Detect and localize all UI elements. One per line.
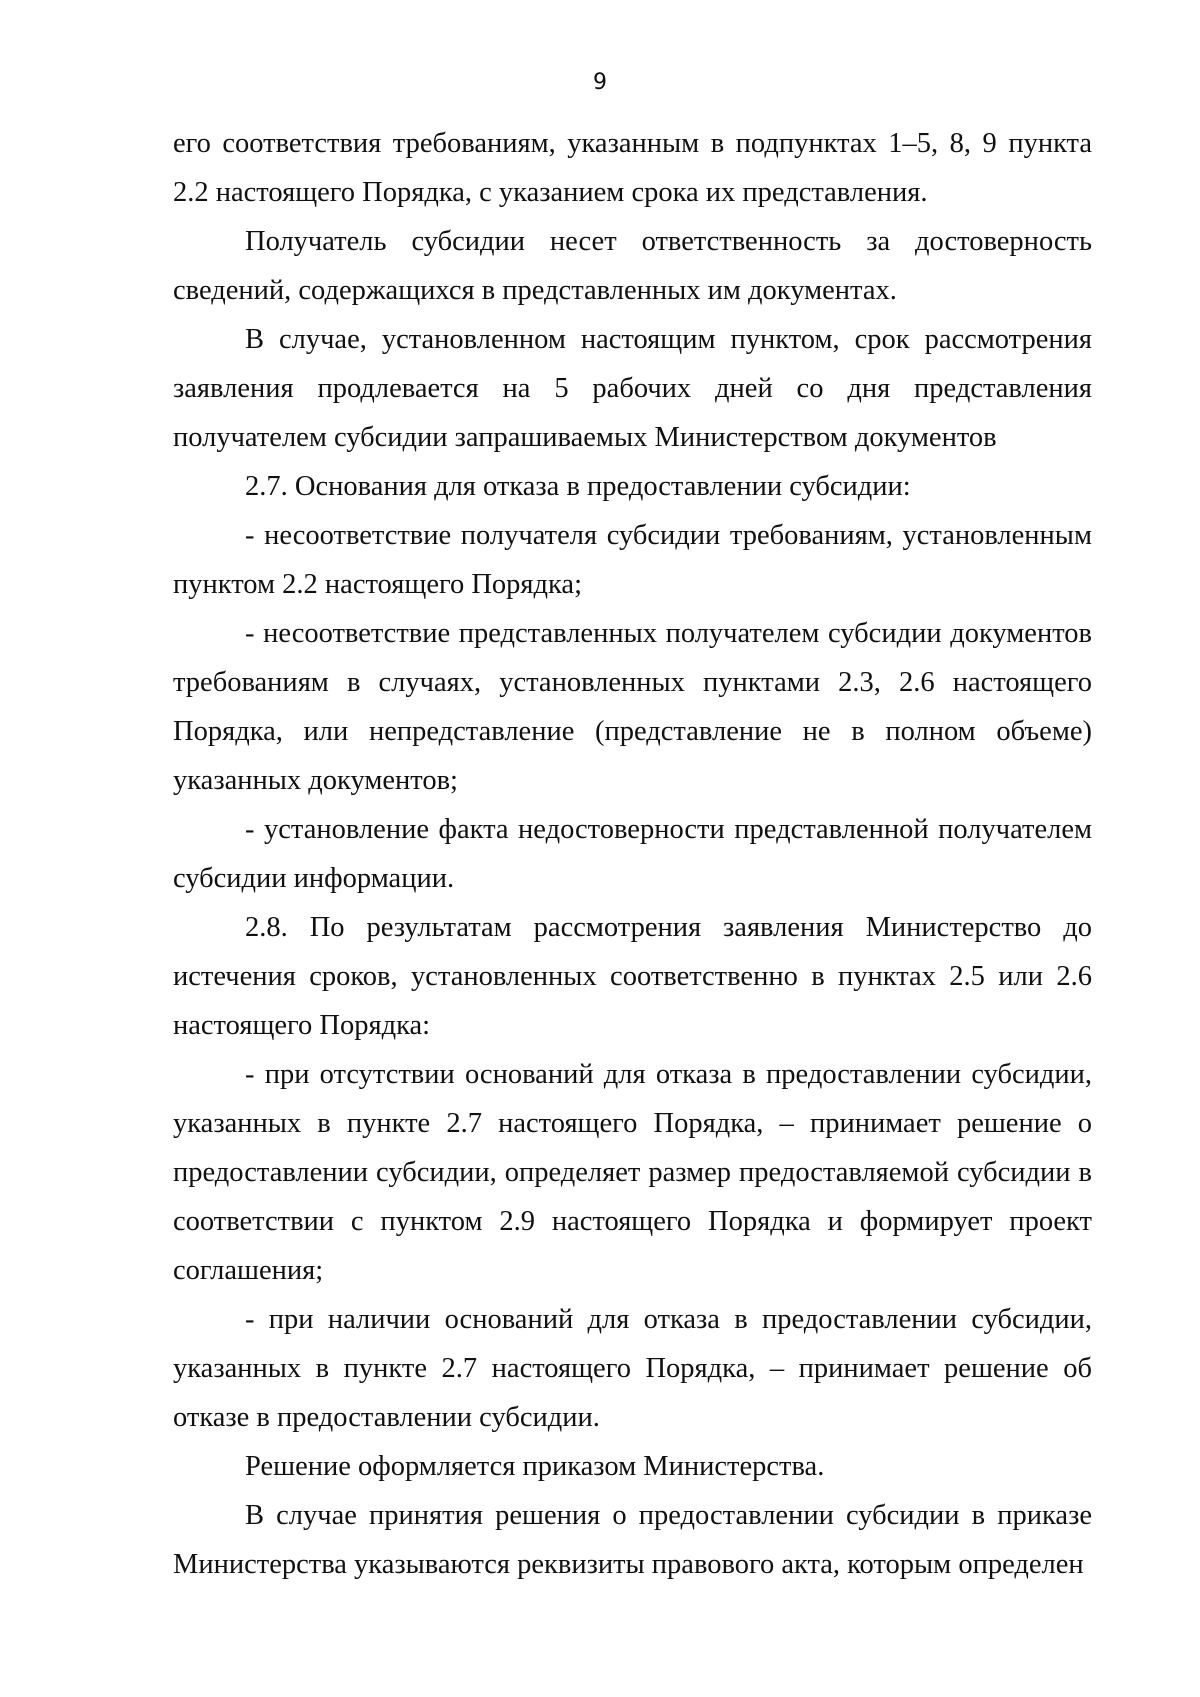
paragraph-responsibility: Получатель субсидии несет ответственность за достоверность сведений, содержащихся в представленных им документах. (173, 226, 1092, 306)
paragraph-section-2-8: 2.8. По результатам рассмотрения заявления Министерство до истечения сроков, установленных соответственно в пунктах 2.5 или 2.6 настоящего Порядка: (173, 912, 1092, 1041)
paragraph-review-extension: В случае, установленном настоящим пунктом, срок рассмотрения заявления продлевается на 5 рабочих дней со дня представления получателем субсидии запрашиваемых Министерством документов (173, 324, 1092, 453)
paragraph-section-2-7-heading: 2.7. Основания для отказа в предоставлении субсидии: (245, 471, 911, 502)
list-item-decision-grant: - при отсутствии оснований для отказа в предоставлении субсидии, указанных в пункте 2.7 настоящего Порядка, – принимает решение о предоставлении субсидии, определяет размер предоставляемой субсидии в соответствии с пунктом 2.9 настоящего Порядка и формирует проект соглашения; (173, 1059, 1092, 1286)
list-item-decision-refusal: - при наличии оснований для отказа в предоставлении субсидии, указанных в пункте 2.7 настоящего Порядка, – принимает решение об отказе в предоставлении субсидии. (173, 1304, 1092, 1433)
paragraph-continuation: его соответствия требованиям, указанным в подпунктах 1–5, 8, 9 пункта 2.2 настоящего Порядка, с указанием срока их представления. (173, 128, 1092, 208)
paragraph-order-details: В случае принятия решения о предоставлении субсидии в приказе Министерства указываются реквизиты правового акта, которым определен (173, 1500, 1092, 1580)
list-item-refusal-ground-2: - несоответствие представленных получателем субсидии документов требованиям в случаях, установленных пунктами 2.3, 2.6 настоящего Порядка, или непредставление (представление не в полном объеме) указанных документов; (173, 618, 1092, 796)
list-item-refusal-ground-1: - несоответствие получателя субсидии требованиям, установленным пунктом 2.2 настоящего Порядка; (173, 520, 1092, 600)
document-body (173, 119, 1092, 1589)
paragraph-decision-order: Решение оформляется приказом Министерства. (245, 1451, 825, 1482)
list-item-refusal-ground-3: - установление факта недостоверности представленной получателем субсидии информации. (173, 814, 1092, 894)
page-number: 9 (593, 70, 607, 95)
